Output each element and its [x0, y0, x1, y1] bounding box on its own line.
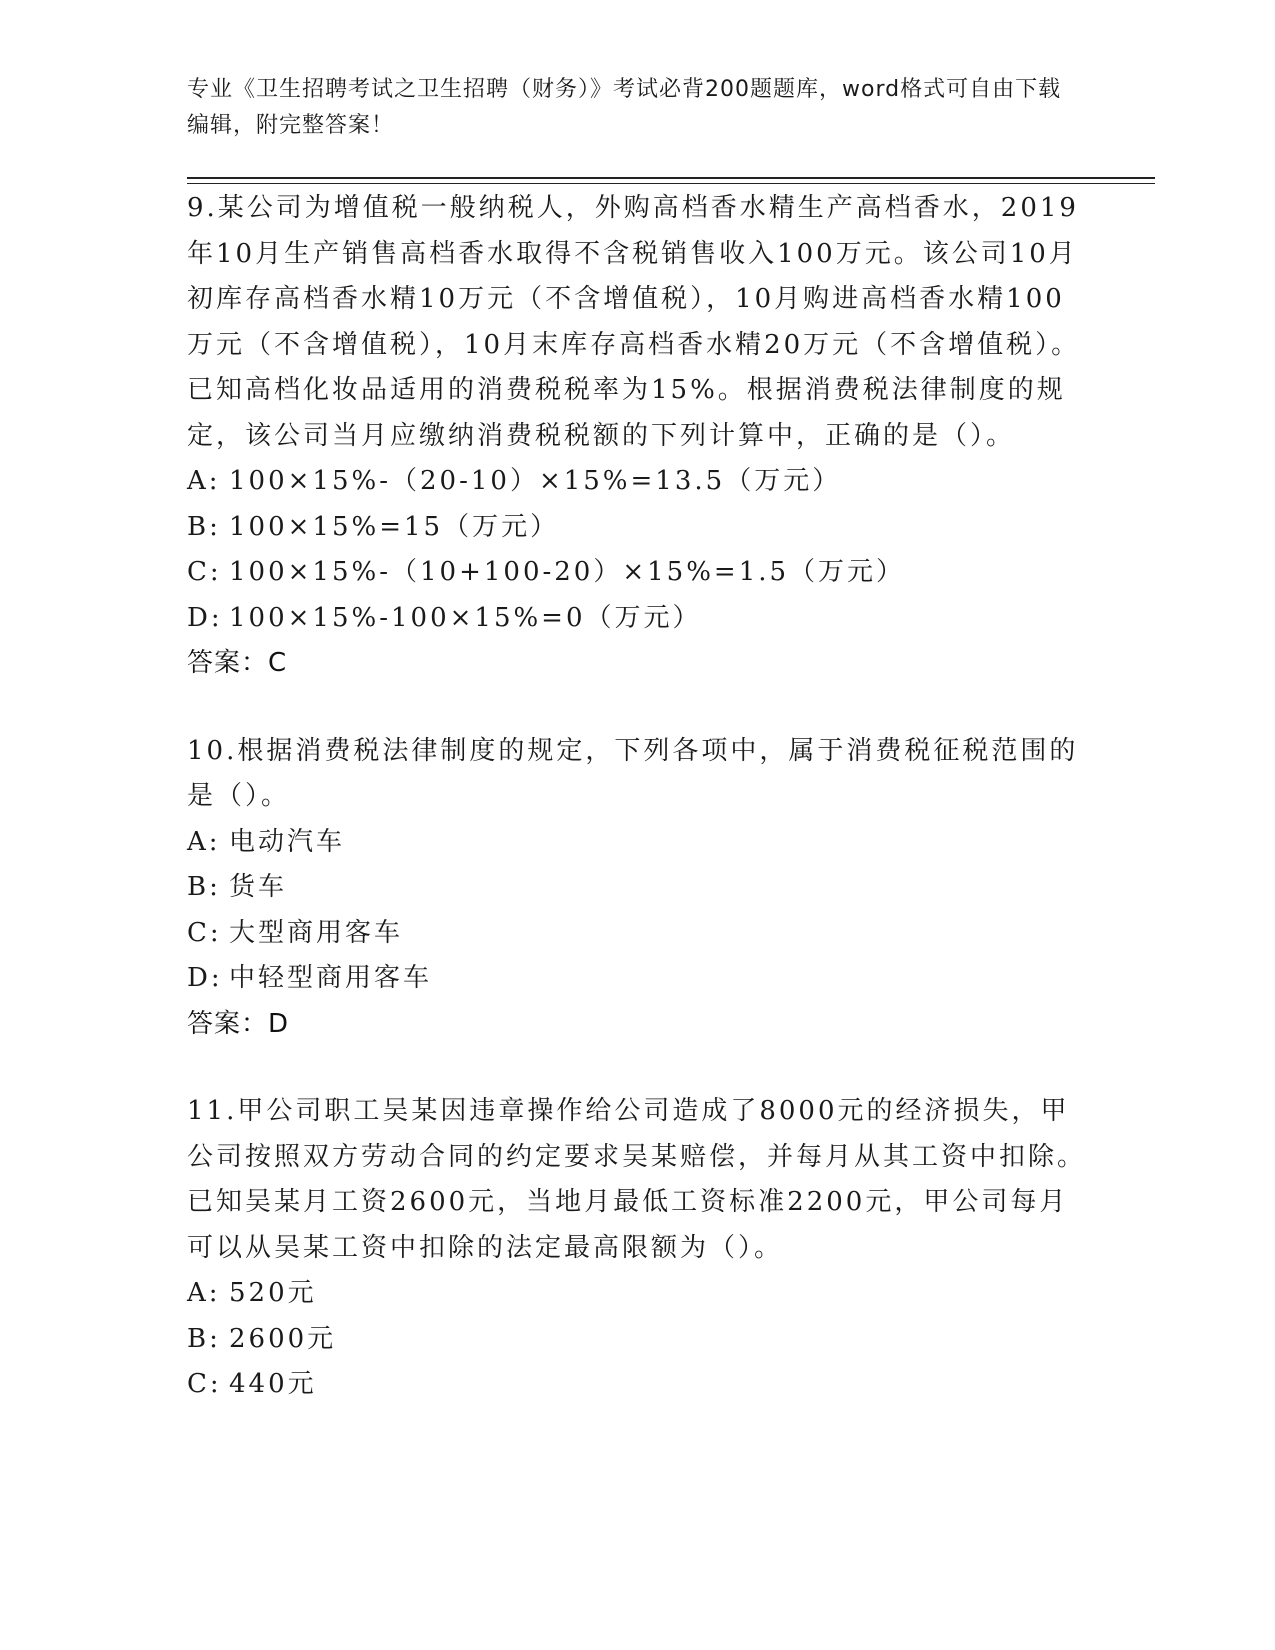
question-text: 10.根据消费税法律制度的规定，下列各项中，属于消费税征税范围的是（）。: [187, 735, 1079, 811]
option-letter: C:: [187, 917, 222, 948]
option-c: [187, 1362, 1087, 1408]
option-letter: B:: [187, 1323, 221, 1354]
option-d: [187, 596, 1087, 642]
option-text: 中轻型商用客车: [229, 963, 433, 993]
option-text: 440元: [229, 1369, 317, 1399]
answer-label: 答案：C: [187, 648, 288, 678]
option-text: 100×15%-100×15%=0（万元）: [229, 602, 702, 633]
option-b: [187, 505, 1087, 551]
option-letter: B:: [187, 872, 221, 902]
option-text: 电动汽车: [229, 826, 346, 857]
option-letter: A:: [187, 826, 221, 857]
option-text: 100×15%=15（万元）: [229, 511, 560, 542]
option-a: [187, 820, 1087, 866]
option-text: 100×15%-（10+100-20）×15%=1.5（万元）: [229, 557, 906, 587]
question-list: [187, 186, 1087, 1450]
option-c: [187, 911, 1087, 957]
option-letter: C:: [187, 557, 222, 587]
option-letter: A:: [187, 1278, 221, 1308]
option-b: [187, 865, 1087, 911]
answer-label: 答案：D: [187, 1008, 290, 1039]
question-text: 9.某公司为增值税一般纳税人，外购高档香水精生产高档香水，2019年10月生产销售高档香水取得不含税销售收入100万元。该公司10月初库存高档香水精10万元（不含增值税），10月购进高档香水精100万元（不含增值税），10月末库存高档香水精20万元（不含增值税）。已知高档化妆品适用的消费税税率为15%。根据消费税法律制度的规定，该公司当月应缴纳消费税税额的下列计算中，正确的是（）。: [187, 193, 1081, 451]
question-11: [187, 1089, 1087, 1408]
option-a: [187, 1271, 1087, 1317]
option-letter: C:: [187, 1369, 222, 1399]
option-text: 2600元: [229, 1323, 337, 1354]
header-double-rule: [187, 177, 1155, 184]
question-text: 11.甲公司职工吴某因违章操作给公司造成了8000元的经济损失，甲公司按照双方劳动合同的约定要求吴某赔偿，并每月从其工资中扣除。已知吴某月工资2600元，当地月最低工资标准2200元，甲公司每月可以从吴某工资中扣除的法定最高限额为（）。: [187, 1096, 1087, 1263]
option-d: [187, 956, 1087, 1002]
document-header-title: 专业《卫生招聘考试之卫生招聘（财务）》考试必背200题题库，word格式可自由下载编辑，附完整答案！: [187, 77, 1062, 138]
option-text: 大型商用客车: [229, 917, 404, 948]
question-10: [187, 729, 1087, 1048]
option-c: [187, 550, 1087, 596]
option-letter: B:: [187, 511, 221, 542]
option-text: 520元: [229, 1278, 317, 1308]
option-text: 货车: [229, 872, 288, 902]
option-b: [187, 1317, 1087, 1363]
option-letter: D:: [187, 963, 223, 993]
option-letter: D:: [187, 602, 223, 633]
option-letter: A:: [187, 466, 221, 496]
question-9: [187, 186, 1087, 687]
option-text: 100×15%-（20-10）×15%=13.5（万元）: [229, 466, 842, 496]
option-a: [187, 459, 1087, 505]
